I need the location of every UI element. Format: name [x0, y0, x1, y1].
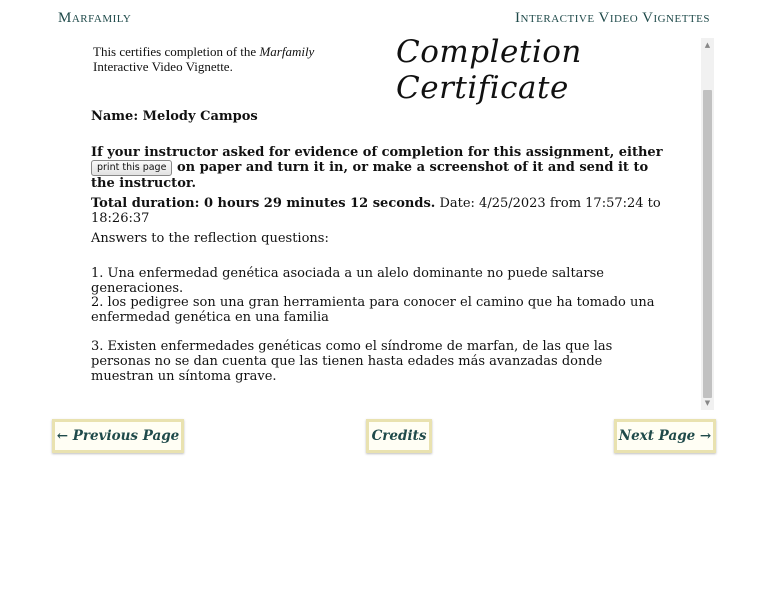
- instructions-before: If your instructor asked for evidence of completion for this assignment, either: [91, 145, 663, 160]
- duration-line: [91, 196, 666, 226]
- intro-prefix: This certifies completion of the: [93, 44, 260, 59]
- reflection-answer: 1. Una enfermedad genética asociada a un alelo dominante no puede saltarse generaciones.: [91, 266, 605, 296]
- print-page-button[interactable]: print this page: [91, 160, 172, 176]
- vertical-scrollbar[interactable]: [701, 38, 714, 410]
- intro-brand: Marfamily: [259, 44, 315, 59]
- instructions: [91, 145, 666, 191]
- previous-page-button[interactable]: ← Previous Page: [52, 419, 184, 453]
- total-duration: Total duration: 0 hours 29 minutes 12 seconds.: [91, 196, 436, 211]
- session-date: Date: 4/25/2023 from 17:57:24 to 18:26:37: [91, 196, 661, 226]
- reflection-heading: Answers to the reflection questions:: [91, 231, 329, 246]
- student-name: [91, 109, 666, 124]
- student-name-label: Name: Melody Campos: [91, 109, 258, 124]
- certificate-frame: [56, 38, 714, 410]
- site-title: Marfamily: [58, 10, 132, 26]
- scroll-up-icon[interactable]: ▲: [704, 41, 711, 49]
- intro-suffix: Interactive Video Vignette.: [93, 59, 233, 74]
- reflection-answer: 2. los pedigree son una gran herramienta para conocer el camino que ha tomado una enfermedad genética en una familia: [91, 295, 655, 325]
- next-page-button[interactable]: Next Page →: [614, 419, 716, 453]
- reflection-answer: 3. Existen enfermedades genéticas como el síndrome de marfan, de las que las personas no se dan cuenta que las tienen hasta edades más avanzadas donde muestran un síntoma grave.: [91, 339, 613, 384]
- certificate-content: [56, 38, 700, 410]
- certificate-title: Completion Certificate: [396, 38, 582, 106]
- section-title: Interactive Video Vignettes: [515, 10, 710, 26]
- scroll-down-icon[interactable]: ▼: [704, 399, 711, 407]
- scrollbar-thumb[interactable]: [703, 90, 712, 398]
- instructions-after: on paper and turn it in, or make a screenshot of it and send it to the instructor.: [91, 160, 649, 191]
- credits-button[interactable]: Credits: [366, 419, 432, 453]
- certificate-intro: [93, 44, 373, 74]
